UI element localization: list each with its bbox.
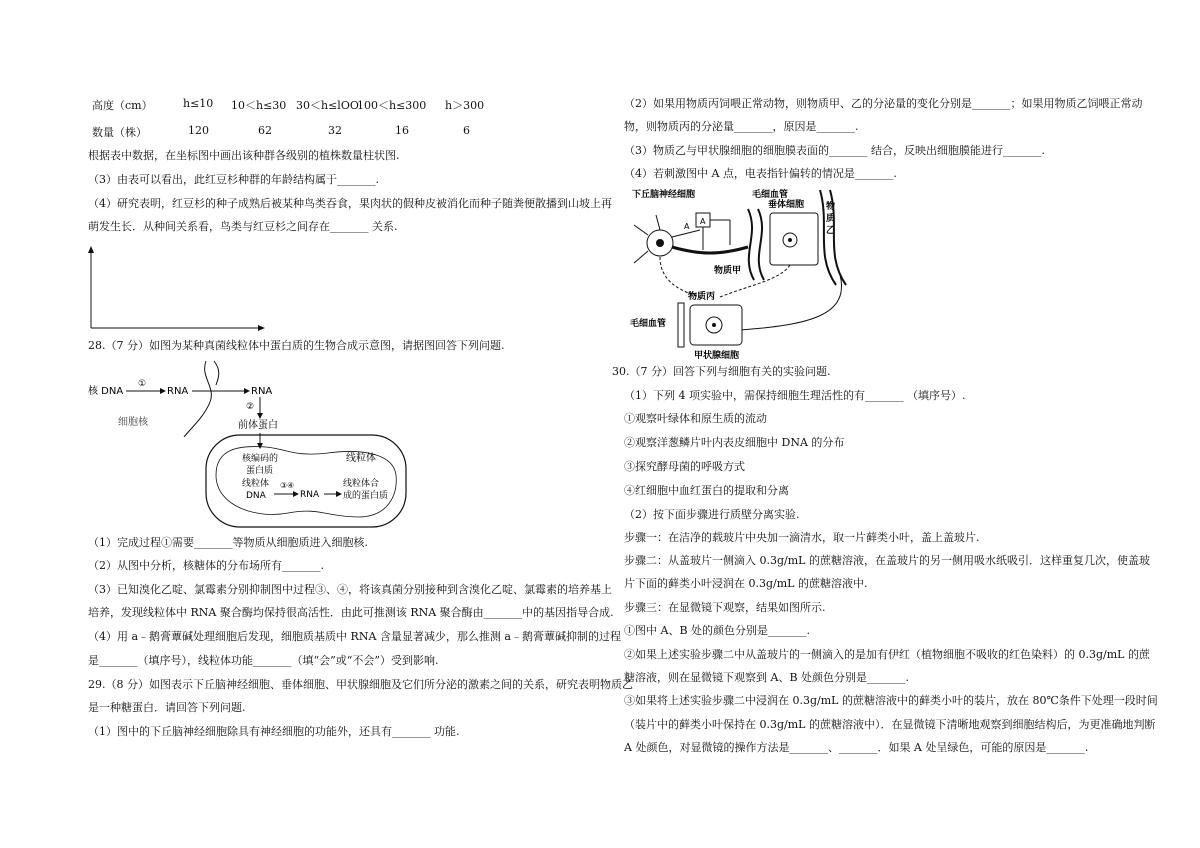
q29-part4: （4）若刺激图中 A 点，电表指针偏转的情况是_______.	[624, 167, 897, 180]
pituitary-label: 垂体细胞	[768, 200, 805, 210]
q29-part1: （1）图中的下丘脑神经细胞除具有神经细胞的功能外，还具有_______ 功能.	[88, 725, 460, 738]
rna2-label: RNA	[251, 386, 273, 397]
q30-sub3-line2: （装片中的藓类小叶保持在 0.3g/mL 的蔗糖溶液中）．在显微镜下清晰地观察到细胞结构后，为更准确地判断	[624, 718, 1156, 731]
precursor-label: 前体蛋白	[238, 420, 278, 431]
q30-option3: ③探究酵母菌的呼吸方式	[624, 460, 745, 473]
substance-b-label-1: 物	[826, 202, 836, 212]
q30-step3: 步骤三：在显微镜下观察，结果如图所示.	[624, 601, 826, 614]
hormone-path-line	[740, 275, 842, 330]
q27-part4-line2: 萌发生长．从种间关系看，鸟类与红豆杉之间存在_______ 关系.	[88, 220, 398, 233]
table-cell: 16	[395, 124, 409, 137]
hypothalamus-label: 下丘脑神经细胞	[632, 190, 696, 200]
q30-part2: （2）按下面步骤进行质壁分离实验.	[624, 508, 800, 521]
q30-part1: （1）下列 4 项实验中，需保持细胞生理活性的有_______ （填序号）.	[624, 389, 966, 402]
q28-part3-line2: 培养，发现线粒体中 RNA 聚合酶均保持很高活性．由此可推测该 RNA 聚合酶由_______中的基因指导合成.	[88, 606, 614, 619]
mito-made-label-1: 线粒体合	[343, 479, 380, 489]
q29-part3: （3）物质乙与甲状腺细胞的细胞膜表面的_______ 结合，反映出细胞膜能进行_______.	[624, 144, 1045, 157]
table-cell: 30＜h≤lOO	[296, 99, 359, 112]
thyroid-label: 甲状腺细胞	[694, 351, 740, 360]
step34-label: ③④	[280, 481, 295, 490]
q29-title-line1: 29.（8 分）如图表示下丘脑神经细胞、垂体细胞、甲状腺细胞及它们所分泌的激素之间的关系，研究表明物质乙	[88, 678, 633, 691]
mito-made-label-2: 成的蛋白质	[343, 491, 389, 501]
axon-line	[672, 247, 748, 253]
step1-label: ①	[138, 379, 147, 389]
nuclear-envelope-line	[214, 361, 219, 385]
table-cell: 62	[258, 124, 272, 137]
point-a-label: A	[684, 222, 690, 231]
table-cell: 6	[463, 124, 470, 137]
capillary-vessel	[748, 209, 764, 280]
capillary-vessel-2	[678, 303, 684, 347]
q30-sub3-line3: A 处颜色，对显微镜的操作方法是_______、_______．如果 A 处呈绿色，可能的原因是_______.	[624, 741, 1089, 754]
table-cell: h≤10	[183, 97, 214, 110]
rna1-label: RNA	[167, 386, 189, 397]
table-cell: 10＜h≤30	[231, 99, 287, 112]
q30-step1: 步骤一：在洁净的载玻片中央加一滴清水，取一片藓类小叶，盖上盖玻片.	[624, 531, 980, 544]
hormone-regulation-diagram	[630, 185, 866, 360]
substance-b-label-3: 乙	[826, 226, 836, 236]
nuclear-encoded-label-1: 核编码的	[242, 454, 279, 464]
q28-part4-line2: 是_______（填序号），线粒体功能_______（填“会”或“不会”）受到影响.	[88, 654, 439, 667]
q30-sub2-line1: ②如果上述实验步骤二中从盖玻片的一侧滴入的是加有伊红（植物细胞不吸收的红色染料）的 0.3g/mL 的蔗	[624, 648, 1150, 661]
table-cell: 32	[328, 124, 342, 137]
nucleus-icon	[656, 239, 664, 247]
q30-sub1: ①图中 A、B 处的颜色分别是_______.	[624, 624, 811, 637]
q30-option1: ①观察叶绿体和原生质的流动	[624, 412, 767, 425]
table-cell: 高度（cm）	[92, 99, 153, 112]
capillary-label: 毛细血管	[752, 190, 789, 200]
nuclear-encoded-label-2: 蛋白质	[246, 466, 274, 476]
q27-part4-line1: （4）研究表明，红豆杉的种子成熟后被某种鸟类吞食，果肉状的假种皮被消化而种子随粪便散播到山坡上再	[88, 197, 612, 210]
q28-part2: （2）从图中分析，核糖体的分布场所有_______.	[88, 559, 324, 572]
mito-dna-label-2: DNA	[246, 491, 266, 501]
step2-label: ②	[246, 402, 255, 412]
q27-instruction: 根据表中数据，在坐标图中画出该种群各级别的植株数量柱状图.	[88, 149, 400, 162]
q30-title: 30.（7 分）回答下列与细胞有关的实验问题.	[612, 365, 831, 378]
table-cell: 数量（株）	[92, 126, 147, 139]
q29-part2-line2: 物，则物质丙的分泌量_______，原因是_______.	[624, 120, 859, 133]
q30-step2-line2: 片下面的藓类小叶浸润在 0.3g/mL 的蔗糖溶液中.	[624, 577, 868, 590]
substance-a-label: 物质甲	[714, 266, 742, 276]
rna3-label: RNA	[300, 490, 320, 500]
table-cell: 120	[188, 124, 209, 137]
substance-c-label: 物质丙	[688, 292, 716, 302]
mito-dna-label-1: 线粒体	[242, 479, 270, 489]
q28-part4-line1: （4）用 a﹣鹅膏蕈碱处理细胞后发现，细胞质基质中 RNA 含量显著减少，那么推测 a﹣鹅膏蕈碱抑制的过程	[88, 630, 621, 643]
vessel-wall	[820, 190, 846, 285]
mito-label: 线粒体	[346, 453, 376, 464]
table-cell: h＞300	[445, 99, 485, 112]
q30-step2-line1: 步骤二：从盖玻片一侧滴入 0.3g/mL 的蔗糖溶液，在盖玻片的另一侧用吸水纸吸引．这样重复几次，使盖玻	[624, 554, 1150, 567]
substance-b-label-2: 质	[826, 214, 836, 224]
mitochondria-protein-diagram	[88, 357, 418, 532]
q30-option4: ④红细胞中血红蛋白的提取和分离	[624, 484, 789, 497]
q29-part2-line1: （2）如果用物质丙饲喂正常动物，则物质甲、乙的分泌量的变化分别是_______；如果用物质乙饲喂正常动	[624, 97, 1143, 110]
svg-text:A: A	[700, 217, 706, 226]
blank-coordinate-axes	[88, 245, 268, 335]
q27-part3: （3）由表可以看出，此红豆杉种群的年龄结构属于_______.	[88, 173, 379, 186]
table-cell: 100＜h≤300	[357, 99, 427, 112]
q28-title: 28.（7 分）如图为某种真菌线粒体中蛋白质的生物合成示意图，请据图回答下列问题.	[88, 339, 505, 352]
q30-sub2-line2: 糖溶液，则在显微镜下观察到 A、B 处颜色分别是_______.	[624, 671, 910, 684]
q30-option2: ②观察洋葱鳞片叶内表皮细胞中 DNA 的分布	[624, 436, 845, 449]
nuclear-dna-label: 核 DNA	[88, 386, 124, 397]
nucleus-label: 细胞核	[118, 417, 148, 428]
q29-title-line2: 是一种糖蛋白．请回答下列问题.	[88, 701, 246, 714]
capillary2-label: 毛细血管	[630, 319, 667, 329]
nuclear-envelope-line	[184, 361, 211, 437]
q30-sub3-line1: ③如果将上述实验步骤二中浸润在 0.3g/mL 的蔗糖溶液中的藓类小叶的装片，放在 80℃条件下处理一段时间	[624, 694, 1158, 707]
q28-part3-line1: （3）已知溴化乙啶、氯霉素分别抑制图中过程③、④，将该真菌分别接种到含溴化乙啶、氯霉素的培养基上	[88, 583, 612, 596]
q28-part1: （1）完成过程①需要_______等物质从细胞质进入细胞核.	[88, 536, 368, 549]
